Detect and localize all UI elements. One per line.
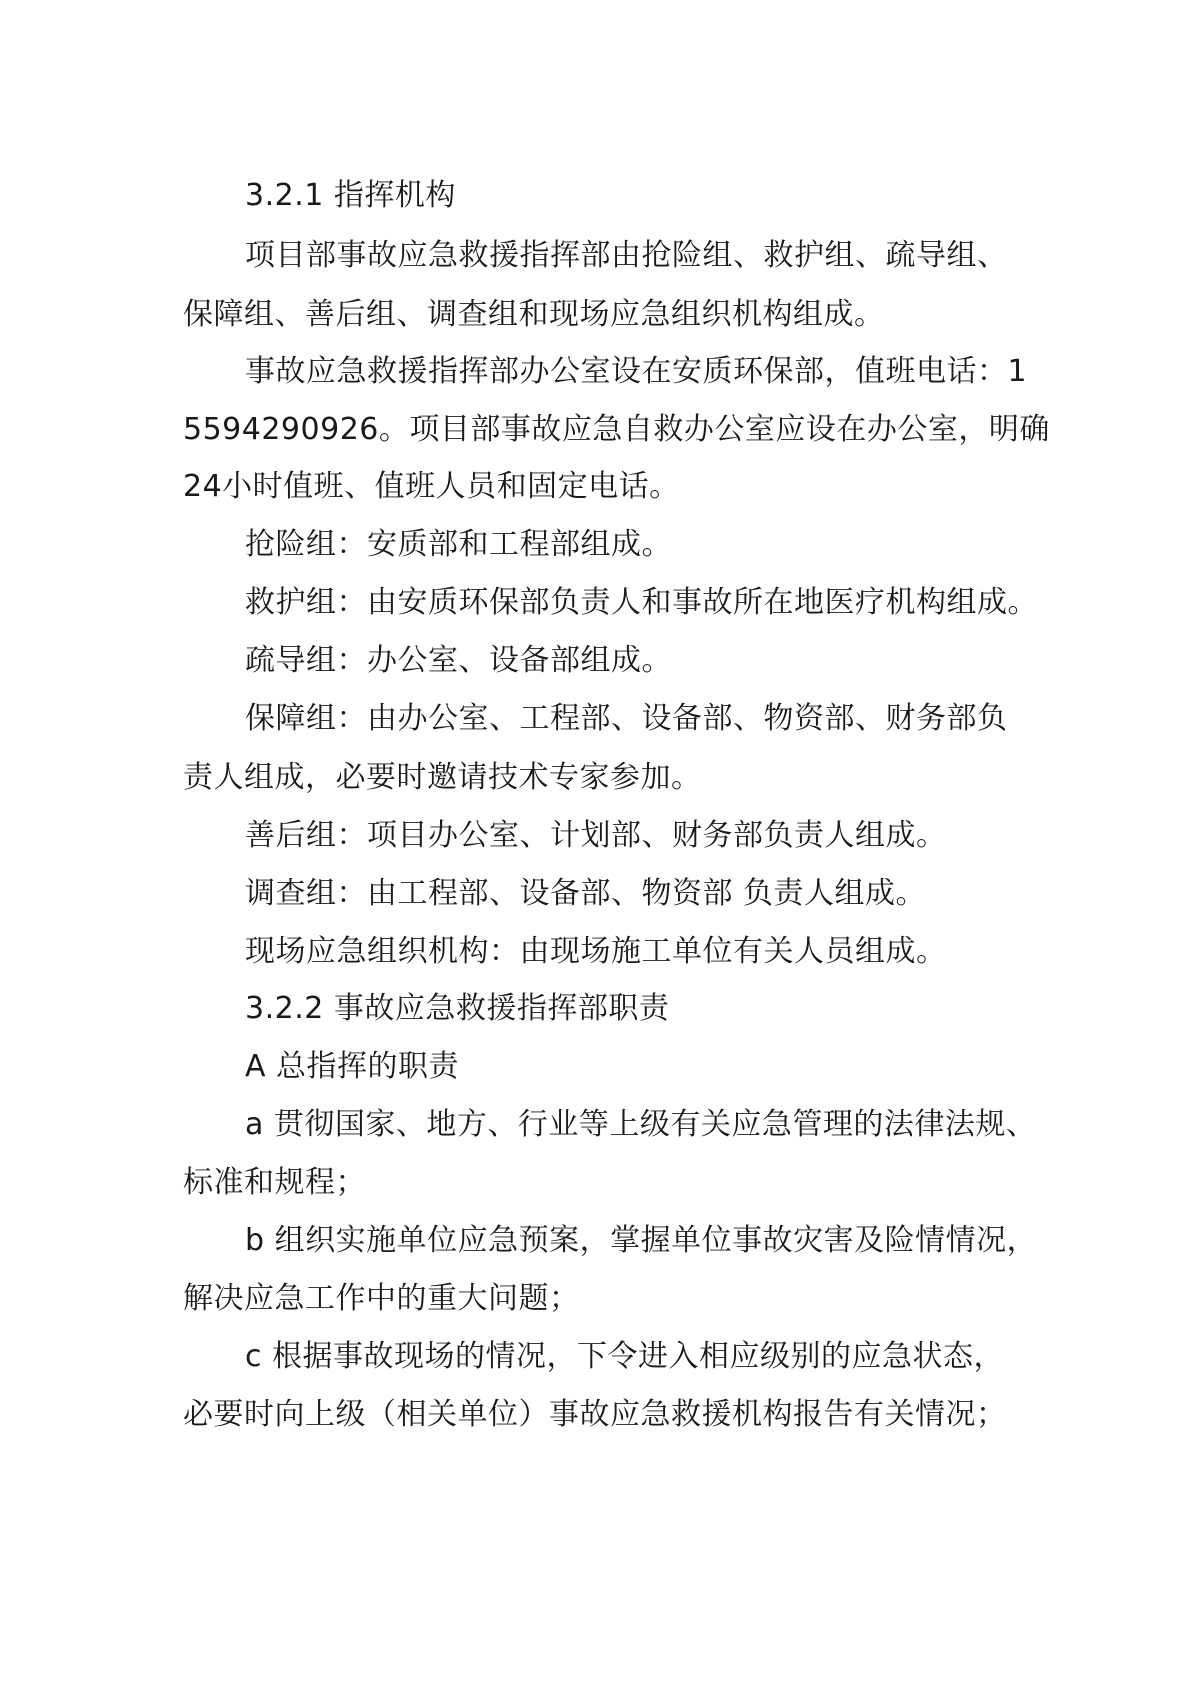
- paragraph-line: 事故应急救援指挥部办公室设在安质环保部，值班电话：1: [245, 354, 1028, 389]
- list-item-line: 解决应急工作中的重大问题；: [183, 1281, 580, 1316]
- list-item-line: a 贯彻国家、地方、行业等上级有关应急管理的法律法规、: [245, 1107, 1037, 1142]
- list-item-line: b 组织实施单位应急预案，掌握单位事故灾害及险情情况，: [245, 1223, 1038, 1258]
- paragraph-line: 项目部事故应急救援指挥部由抢险组、救护组、疏导组、: [245, 238, 1008, 273]
- section-heading-3-2-1: 3.2.1 指挥机构: [245, 178, 456, 213]
- list-item-line: c 根据事故现场的情况，下令进入相应级别的应急状态，: [245, 1339, 1005, 1374]
- paragraph-line: 抢险组：安质部和工程部组成。: [245, 527, 672, 562]
- paragraph-line: 善后组：项目办公室、计划部、财务部负责人组成。: [245, 818, 947, 853]
- paragraph-line: 24小时值班、值班人员和固定电话。: [183, 469, 680, 504]
- list-item-line: 必要时向上级（相关单位）事故应急救援机构报告有关情况；: [183, 1397, 1007, 1432]
- paragraph-line: 5594290926。项目部事故应急自救办公室应设在办公室，明确: [183, 412, 1050, 447]
- paragraph-line: 保障组：由办公室、工程部、设备部、物资部、财务部负: [245, 701, 1008, 736]
- paragraph-line: 疏导组：办公室、设备部组成。: [245, 643, 672, 678]
- list-item-line: 标准和规程；: [183, 1165, 366, 1200]
- paragraph-line: 现场应急组织机构：由现场施工单位有关人员组成。: [245, 934, 947, 969]
- paragraph-line: 责人组成，必要时邀请技术专家参加。: [183, 760, 702, 795]
- subheading-a: A 总指挥的职责: [245, 1049, 460, 1084]
- paragraph-line: 救护组：由安质环保部负责人和事故所在地医疗机构组成。: [245, 585, 1038, 620]
- paragraph-line: 调查组：由工程部、设备部、物资部 负责人组成。: [245, 876, 927, 911]
- paragraph-line: 保障组、善后组、调查组和现场应急组织机构组成。: [183, 297, 885, 332]
- section-heading-3-2-2: 3.2.2 事故应急救援指挥部职责: [245, 991, 670, 1026]
